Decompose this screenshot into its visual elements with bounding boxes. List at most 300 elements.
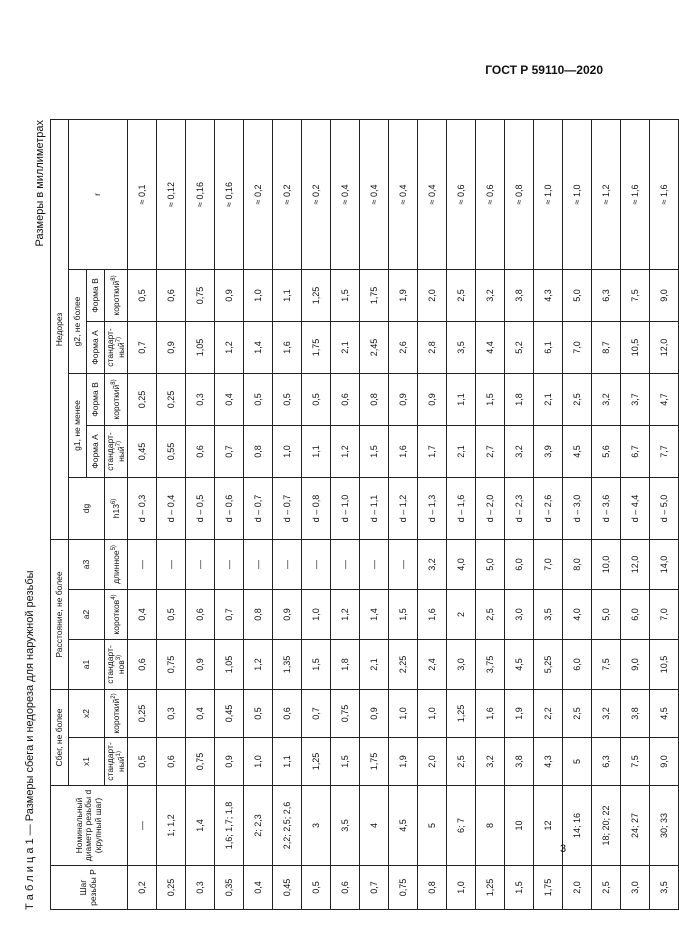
cell-a1: 4,5 (505, 640, 534, 690)
cell-p: 1,75 (534, 866, 563, 910)
cell-g1a: 4,5 (563, 425, 592, 477)
cell-a3: 6,0 (505, 539, 534, 589)
cell-r: ≈ 0,1 (128, 119, 157, 269)
cell-d: 1,6; 1,7; 1,8 (215, 786, 244, 866)
cell-a3: 4,0 (447, 539, 476, 589)
cell-a3: — (302, 539, 331, 589)
table-row (621, 119, 650, 909)
header-g1-form-a: Форма А (87, 425, 105, 477)
cell-g2b: 1,75 (360, 269, 389, 321)
cell-g2b: 2,0 (418, 269, 447, 321)
cell-g1a: 0,6 (186, 425, 215, 477)
cell-dg: d – 0,6 (215, 477, 244, 539)
cell-x2: 1,0 (418, 690, 447, 738)
cell-a1: 2,4 (418, 640, 447, 690)
header-g1-form-b: Форма В (87, 373, 105, 425)
cell-g1a: 1,6 (389, 425, 418, 477)
header-x2-short: короткий$^{2)}$ (105, 690, 128, 738)
cell-g2b: 1,1 (273, 269, 302, 321)
cell-r: ≈ 1,0 (534, 119, 563, 269)
cell-g1a: 5,6 (592, 425, 621, 477)
cell-a3: — (128, 539, 157, 589)
cell-a2: 4,0 (563, 590, 592, 640)
cell-g1b: 2,5 (563, 373, 592, 425)
cell-dg: d – 1,2 (389, 477, 418, 539)
cell-dg: d – 2,3 (505, 477, 534, 539)
cell-p: 3,0 (621, 866, 650, 910)
header-a3: a3 (69, 539, 105, 589)
cell-x1: 0,9 (215, 738, 244, 786)
cell-dg: d – 1,0 (331, 477, 360, 539)
cell-d: 30; 33 (650, 786, 679, 866)
cell-a2: 5,0 (592, 590, 621, 640)
cell-x2: 1,25 (447, 690, 476, 738)
cell-g1b: 4,7 (650, 373, 679, 425)
cell-x2: 0,5 (244, 690, 273, 738)
cell-x1: 2,0 (418, 738, 447, 786)
cell-g2a: 7,0 (563, 321, 592, 373)
cell-p: 0,75 (389, 866, 418, 910)
cell-a1: 1,35 (273, 640, 302, 690)
cell-g2a: 2,1 (331, 321, 360, 373)
cell-g2a: 5,2 (505, 321, 534, 373)
cell-p: 3,5 (650, 866, 679, 910)
cell-a3: 8,0 (563, 539, 592, 589)
header-r: r (69, 119, 128, 269)
table-row (476, 119, 505, 909)
cell-g1b: 0,9 (418, 373, 447, 425)
cell-x1: 1,0 (244, 738, 273, 786)
header-g1: g1, не менее (69, 373, 87, 477)
cell-x1: 1,1 (273, 738, 302, 786)
cell-x1: 9,0 (650, 738, 679, 786)
cell-a1: 2,25 (389, 640, 418, 690)
cell-a1: 1,05 (215, 640, 244, 690)
header-a1: a1 (69, 640, 105, 690)
cell-dg: d – 1,6 (447, 477, 476, 539)
cell-g2a: 1,05 (186, 321, 215, 373)
cell-x2: 3,8 (621, 690, 650, 738)
cell-d: 2,2; 2,5; 2,6 (273, 786, 302, 866)
cell-a2: 3,0 (505, 590, 534, 640)
cell-g1a: 0,7 (215, 425, 244, 477)
table-row (418, 119, 447, 909)
cell-g2a: 1,4 (244, 321, 273, 373)
cell-g2b: 0,75 (186, 269, 215, 321)
cell-r: ≈ 1,6 (621, 119, 650, 269)
cell-a3: — (157, 539, 186, 589)
cell-g2a: 1,6 (273, 321, 302, 373)
cell-g1a: 0,55 (157, 425, 186, 477)
cell-a3: — (186, 539, 215, 589)
cell-p: 0,5 (302, 866, 331, 910)
cell-g1b: 0,8 (360, 373, 389, 425)
cell-a3: 12,0 (621, 539, 650, 589)
cell-g2b: 1,25 (302, 269, 331, 321)
cell-g2b: 0,6 (157, 269, 186, 321)
cell-r: ≈ 1,2 (592, 119, 621, 269)
cell-a1: 5,25 (534, 640, 563, 690)
cell-a3: 10,0 (592, 539, 621, 589)
cell-p: 1,25 (476, 866, 505, 910)
cell-a3: — (244, 539, 273, 589)
cell-d: 6; 7 (447, 786, 476, 866)
cell-a2: 2,5 (476, 590, 505, 640)
cell-p: 0,45 (273, 866, 302, 910)
header-a3-long: длинное$^{5)}$ (105, 539, 128, 589)
cell-g2a: 1,2 (215, 321, 244, 373)
table-row (447, 119, 476, 909)
cell-x1: 0,75 (186, 738, 215, 786)
cell-g1b: 0,25 (128, 373, 157, 425)
cell-a2: 3,5 (534, 590, 563, 640)
cell-p: 1,0 (447, 866, 476, 910)
cell-g2a: 2,8 (418, 321, 447, 373)
cell-d: 24; 27 (621, 786, 650, 866)
cell-x2: 0,25 (128, 690, 157, 738)
table-row (534, 119, 563, 909)
cell-a2: 0,6 (186, 590, 215, 640)
table-row (128, 119, 157, 909)
runout-undercut-table (50, 119, 679, 910)
cell-x1: 0,6 (157, 738, 186, 786)
table-body (128, 119, 679, 909)
cell-g2b: 1,0 (244, 269, 273, 321)
table-row (186, 119, 215, 909)
cell-a2: 0,7 (215, 590, 244, 640)
cell-x1: 5 (563, 738, 592, 786)
cell-a2: 1,0 (302, 590, 331, 640)
cell-a1: 3,0 (447, 640, 476, 690)
cell-g2b: 1,9 (389, 269, 418, 321)
cell-a3: 14,0 (650, 539, 679, 589)
header-g2-form-b: Форма В (87, 269, 105, 321)
cell-a1: 1,2 (244, 640, 273, 690)
cell-a1: 7,5 (592, 640, 621, 690)
cell-g1b: 0,9 (389, 373, 418, 425)
cell-d: 5 (418, 786, 447, 866)
cell-x2: 2,2 (534, 690, 563, 738)
cell-g2b: 6,3 (592, 269, 621, 321)
cell-x1: 1,5 (331, 738, 360, 786)
cell-r: ≈ 0,6 (447, 119, 476, 269)
cell-g2a: 0,7 (128, 321, 157, 373)
cell-a2: 6,0 (621, 590, 650, 640)
header-x2: x2 (69, 690, 105, 738)
cell-r: ≈ 0,4 (418, 119, 447, 269)
cell-g1a: 0,8 (244, 425, 273, 477)
cell-r: ≈ 0,4 (360, 119, 389, 269)
cell-r: ≈ 0,8 (505, 119, 534, 269)
cell-a2: 1,6 (418, 590, 447, 640)
table-row (302, 119, 331, 909)
cell-x1: 3,2 (476, 738, 505, 786)
table-row (273, 119, 302, 909)
cell-a3: — (389, 539, 418, 589)
cell-d: 4,5 (389, 786, 418, 866)
cell-g1b: 3,2 (592, 373, 621, 425)
cell-p: 0,35 (215, 866, 244, 910)
cell-a1: 3,75 (476, 640, 505, 690)
cell-d: 14; 16 (563, 786, 592, 866)
table-row (331, 119, 360, 909)
cell-dg: d – 0,3 (128, 477, 157, 539)
cell-g1b: 0,5 (273, 373, 302, 425)
cell-a2: 0,5 (157, 590, 186, 640)
header-undercut: Недорез (51, 119, 69, 539)
header-g2-short: короткий$^{8)}$ (105, 269, 128, 321)
cell-a2: 1,4 (360, 590, 389, 640)
cell-a1: 0,6 (128, 640, 157, 690)
cell-a3: — (331, 539, 360, 589)
cell-r: ≈ 0,12 (157, 119, 186, 269)
cell-d: 12 (534, 786, 563, 866)
cell-g1b: 0,4 (215, 373, 244, 425)
header-x1-standard: стандарт-ный$^{1)}$ (105, 738, 128, 786)
cell-g1b: 0,5 (244, 373, 273, 425)
table-row (505, 119, 534, 909)
cell-p: 2,0 (563, 866, 592, 910)
cell-p: 0,25 (157, 866, 186, 910)
cell-d: 3 (302, 786, 331, 866)
table-title: Т а б л и ц а 1 — Размеры сбега и недореза для наружной резьбы (24, 570, 36, 910)
cell-dg: d – 0,7 (273, 477, 302, 539)
cell-x2: 4,5 (650, 690, 679, 738)
cell-r: ≈ 0,2 (244, 119, 273, 269)
cell-dg: d – 1,1 (360, 477, 389, 539)
cell-x2: 0,4 (186, 690, 215, 738)
cell-g1a: 0,45 (128, 425, 157, 477)
cell-r: ≈ 1,6 (650, 119, 679, 269)
cell-dg: d – 0,5 (186, 477, 215, 539)
cell-dg: d – 0,7 (244, 477, 273, 539)
cell-dg: d – 2,0 (476, 477, 505, 539)
cell-a3: — (360, 539, 389, 589)
cell-x1: 1,9 (389, 738, 418, 786)
cell-d: 4 (360, 786, 389, 866)
cell-a3: 5,0 (476, 539, 505, 589)
cell-x1: 2,5 (447, 738, 476, 786)
cell-g2a: 0,9 (157, 321, 186, 373)
header-dg: dg (69, 477, 105, 539)
cell-g2a: 12,0 (650, 321, 679, 373)
cell-g1a: 1,1 (302, 425, 331, 477)
cell-dg: d – 2,6 (534, 477, 563, 539)
cell-x2: 0,7 (302, 690, 331, 738)
table-row (563, 119, 592, 909)
cell-g2b: 2,5 (447, 269, 476, 321)
cell-dg: d – 3,6 (592, 477, 621, 539)
cell-g2b: 7,5 (621, 269, 650, 321)
cell-d: 10 (505, 786, 534, 866)
cell-d: 2; 2,3 (244, 786, 273, 866)
header-g1-short: короткий$^{8)}$ (105, 373, 128, 425)
header-pitch: Шаг резьбы P (51, 866, 128, 910)
cell-a1: 9,0 (621, 640, 650, 690)
cell-g1a: 3,2 (505, 425, 534, 477)
cell-r: ≈ 1,0 (563, 119, 592, 269)
cell-g1a: 1,5 (360, 425, 389, 477)
cell-x2: 0,6 (273, 690, 302, 738)
cell-dg: d – 5,0 (650, 477, 679, 539)
cell-a1: 0,9 (186, 640, 215, 690)
cell-g2b: 4,3 (534, 269, 563, 321)
cell-a2: 0,9 (273, 590, 302, 640)
cell-x2: 0,75 (331, 690, 360, 738)
cell-g2a: 2,45 (360, 321, 389, 373)
units-note: Размеры в миллиметрах (34, 120, 46, 247)
cell-p: 0,4 (244, 866, 273, 910)
cell-g1b: 3,7 (621, 373, 650, 425)
cell-x2: 0,45 (215, 690, 244, 738)
cell-d: 1; 1,2 (157, 786, 186, 866)
cell-g2b: 3,8 (505, 269, 534, 321)
cell-x1: 3,8 (505, 738, 534, 786)
cell-x1: 6,3 (592, 738, 621, 786)
cell-g2a: 10,5 (621, 321, 650, 373)
cell-g1b: 1,5 (476, 373, 505, 425)
header-g1-standard: стандарт-ный$^{7)}$ (105, 425, 128, 477)
cell-g1a: 7,7 (650, 425, 679, 477)
cell-a1: 1,8 (331, 640, 360, 690)
cell-a3: — (273, 539, 302, 589)
cell-dg: d – 0,4 (157, 477, 186, 539)
header-x1: x1 (69, 738, 105, 786)
table-row (360, 119, 389, 909)
cell-g1b: 1,8 (505, 373, 534, 425)
cell-g1a: 1,0 (273, 425, 302, 477)
cell-d: 1,4 (186, 786, 215, 866)
header-g2-form-a: Форма А (87, 321, 105, 373)
cell-x2: 3,2 (592, 690, 621, 738)
header-runout: Сбег, не более (51, 690, 69, 786)
header-nominal-diameter: Номинальный диаметр резьбы d (крупный шаг) (51, 786, 128, 866)
cell-r: ≈ 0,16 (215, 119, 244, 269)
cell-p: 0,3 (186, 866, 215, 910)
cell-x1: 7,5 (621, 738, 650, 786)
cell-dg: d – 1,3 (418, 477, 447, 539)
cell-g1b: 2,1 (534, 373, 563, 425)
cell-g1a: 2,7 (476, 425, 505, 477)
cell-g2b: 3,2 (476, 269, 505, 321)
cell-dg: d – 4,4 (621, 477, 650, 539)
cell-g1b: 1,1 (447, 373, 476, 425)
cell-a3: 3,2 (418, 539, 447, 589)
cell-x2: 1,9 (505, 690, 534, 738)
cell-g1a: 3,9 (534, 425, 563, 477)
cell-d: 18; 20; 22 (592, 786, 621, 866)
cell-p: 0,7 (360, 866, 389, 910)
cell-x2: 1,6 (476, 690, 505, 738)
cell-g2b: 5,0 (563, 269, 592, 321)
header-g2-standard: стандарт-ный$^{7)}$ (105, 321, 128, 373)
header-g2: g2, не более (69, 269, 87, 373)
table-row (157, 119, 186, 909)
cell-d: 8 (476, 786, 505, 866)
table-row (389, 119, 418, 909)
cell-p: 2,5 (592, 866, 621, 910)
cell-g1a: 1,2 (331, 425, 360, 477)
cell-g1b: 0,3 (186, 373, 215, 425)
header-a2-short: коротков$^{4)}$ (105, 590, 128, 640)
cell-x1: 4,3 (534, 738, 563, 786)
cell-dg: d – 0,8 (302, 477, 331, 539)
header-a1-standard: стандарт-нов$^{3)}$ (105, 640, 128, 690)
header-dg-h13: h13$^{6)}$ (105, 477, 128, 539)
document-standard-code: ГОСТ Р 59110—2020 (485, 63, 603, 77)
header-a2: a2 (69, 590, 105, 640)
cell-r: ≈ 0,6 (476, 119, 505, 269)
cell-r: ≈ 0,16 (186, 119, 215, 269)
cell-a1: 1,5 (302, 640, 331, 690)
cell-x1: 0,5 (128, 738, 157, 786)
cell-a1: 2,1 (360, 640, 389, 690)
cell-x2: 2,5 (563, 690, 592, 738)
cell-g1b: 0,6 (331, 373, 360, 425)
rotated-table-block (24, 120, 670, 910)
header-distance: Расстояние, не более (51, 539, 69, 689)
table-row (244, 119, 273, 909)
cell-g2a: 6,1 (534, 321, 563, 373)
cell-x1: 1,75 (360, 738, 389, 786)
cell-g1a: 6,7 (621, 425, 650, 477)
cell-dg: d – 3,0 (563, 477, 592, 539)
cell-g2b: 9,0 (650, 269, 679, 321)
cell-a3: 7,0 (534, 539, 563, 589)
cell-a2: 1,5 (389, 590, 418, 640)
cell-r: ≈ 0,2 (302, 119, 331, 269)
cell-x2: 1,0 (389, 690, 418, 738)
cell-g1a: 2,1 (447, 425, 476, 477)
cell-a1: 10,5 (650, 640, 679, 690)
cell-d: 3,5 (331, 786, 360, 866)
table-row (592, 119, 621, 909)
table-row (650, 119, 679, 909)
cell-p: 1,5 (505, 866, 534, 910)
cell-g1b: 0,5 (302, 373, 331, 425)
cell-g2b: 0,5 (128, 269, 157, 321)
cell-g2a: 1,75 (302, 321, 331, 373)
cell-a2: 7,0 (650, 590, 679, 640)
table-row (215, 119, 244, 909)
cell-g2a: 3,5 (447, 321, 476, 373)
cell-g2b: 1,5 (331, 269, 360, 321)
cell-g2b: 0,9 (215, 269, 244, 321)
page-number: 3 (560, 843, 567, 855)
cell-r: ≈ 0,4 (331, 119, 360, 269)
cell-g1b: 0,25 (157, 373, 186, 425)
cell-x2: 0,3 (157, 690, 186, 738)
cell-g2a: 2,6 (389, 321, 418, 373)
cell-g1a: 1,7 (418, 425, 447, 477)
cell-g2a: 8,7 (592, 321, 621, 373)
cell-a1: 0,75 (157, 640, 186, 690)
cell-a2: 0,8 (244, 590, 273, 640)
cell-r: ≈ 0,2 (273, 119, 302, 269)
cell-a2: 0,4 (128, 590, 157, 640)
cell-g2a: 4,4 (476, 321, 505, 373)
cell-d: — (128, 786, 157, 866)
cell-a2: 1,2 (331, 590, 360, 640)
cell-a1: 6,0 (563, 640, 592, 690)
cell-r: ≈ 0,4 (389, 119, 418, 269)
cell-a3: — (215, 539, 244, 589)
cell-x2: 0,9 (360, 690, 389, 738)
cell-p: 0,8 (418, 866, 447, 910)
cell-x1: 1,25 (302, 738, 331, 786)
cell-p: 0,2 (128, 866, 157, 910)
cell-p: 0,6 (331, 866, 360, 910)
